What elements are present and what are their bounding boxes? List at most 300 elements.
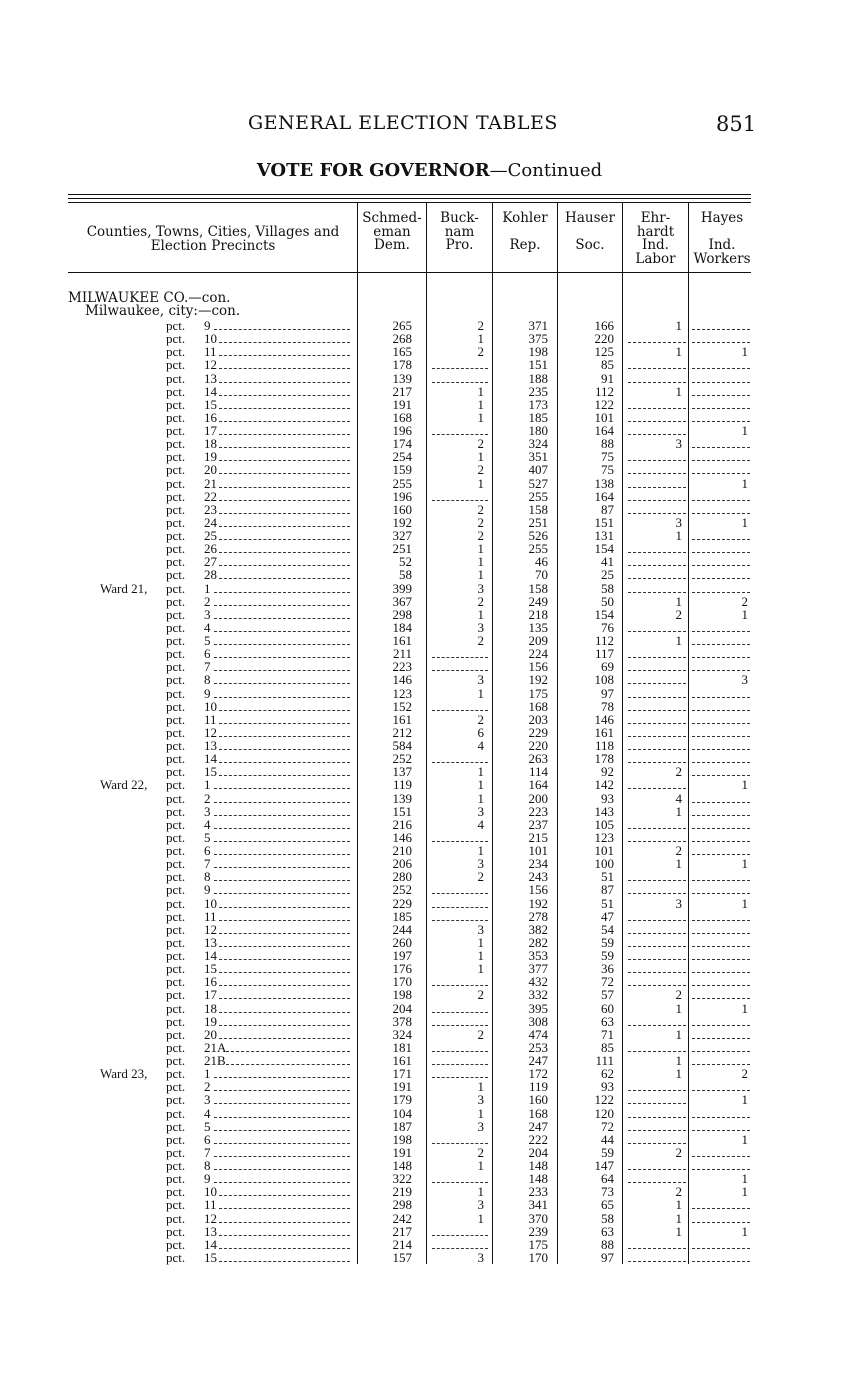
leader-dots (214, 647, 350, 658)
leader-dots (214, 844, 350, 855)
cell-dem: 229 (392, 895, 412, 911)
cell-rep: 200 (528, 790, 548, 806)
cell-soc: 166 (594, 318, 614, 333)
cell-dem: 168 (392, 409, 412, 425)
leader-dots (214, 870, 350, 881)
table-row (0, 516, 859, 529)
precinct-label: pct. (166, 1236, 186, 1252)
empty-cell-dash (628, 870, 686, 881)
leader-dots (214, 319, 350, 330)
cell-dem: 160 (392, 501, 412, 517)
precinct-number: 11 (204, 908, 217, 924)
table-row (0, 897, 859, 910)
cell-pro: 1 (477, 409, 484, 425)
precinct-number: 19 (204, 1013, 217, 1029)
empty-cell-dash (692, 1120, 750, 1131)
cell-lab: 3 (675, 514, 682, 530)
precinct-number: 13 (204, 738, 217, 753)
cell-lab: 3 (675, 436, 682, 452)
cell-pro: 3 (477, 1092, 484, 1108)
cell-rep: 70 (535, 567, 548, 583)
leader-dots (219, 1225, 350, 1236)
cell-lab: 1 (675, 1197, 682, 1213)
cell-soc: 151 (594, 514, 614, 530)
cell-dem: 324 (392, 1026, 412, 1042)
header-bucknam (427, 212, 492, 253)
leader-dots (219, 542, 350, 553)
cell-soc: 64 (601, 1171, 614, 1187)
empty-cell-dash (692, 1015, 750, 1026)
precinct-label: pct. (166, 685, 186, 701)
empty-cell-dash (628, 398, 686, 409)
empty-cell-dash (628, 739, 686, 750)
cell-pro: 2 (477, 462, 484, 478)
cell-soc: 62 (601, 1066, 614, 1082)
cell-rep: 341 (528, 1197, 548, 1213)
cell-dem: 192 (392, 514, 412, 530)
table-row (0, 818, 859, 831)
table-row (0, 1159, 859, 1172)
precinct-label: pct. (166, 554, 186, 570)
empty-cell-dash (432, 700, 488, 711)
precinct-label: pct. (166, 921, 186, 937)
precinct-number: 6 (204, 646, 211, 662)
precinct-label: pct. (166, 423, 186, 438)
precinct-label: pct. (166, 816, 186, 832)
cell-rep: 235 (528, 383, 548, 399)
empty-cell-dash (628, 1159, 686, 1170)
precinct-label: pct. (166, 1223, 186, 1239)
header-hauser (558, 212, 622, 253)
table-row (0, 411, 859, 424)
cell-dem: 198 (392, 987, 412, 1003)
cell-soc: 93 (601, 1079, 614, 1095)
cell-dem: 298 (392, 606, 412, 622)
header-line: Schmed- (362, 210, 422, 226)
precinct-number: 15 (204, 961, 217, 977)
empty-cell-dash (628, 818, 686, 829)
empty-cell-dash (628, 332, 686, 343)
leader-dots (219, 897, 350, 908)
cell-soc: 75 (601, 449, 614, 465)
cell-lab: 1 (675, 344, 682, 360)
cell-pro: 1 (477, 475, 484, 491)
precinct-label: pct. (166, 567, 186, 583)
cell-rep: 223 (528, 803, 548, 819)
cell-pro: 1 (477, 1105, 484, 1121)
cell-soc: 108 (594, 672, 614, 688)
cell-pro: 1 (477, 1184, 484, 1200)
city-label: Milwaukee, city:—con. (85, 303, 241, 319)
leader-dots (219, 463, 350, 474)
header-line: Kohler (502, 210, 548, 226)
precinct-number: 15 (204, 396, 217, 412)
precinct-label: pct. (166, 1000, 186, 1016)
cell-rep: 160 (528, 1092, 548, 1108)
precinct-label: pct. (166, 764, 186, 780)
leader-dots (219, 372, 350, 383)
cell-pro: 2 (477, 869, 484, 885)
cell-rep: 224 (528, 646, 548, 662)
leader-dots (219, 962, 350, 973)
cell-wrk: 1 (741, 514, 748, 530)
empty-cell-dash (628, 687, 686, 698)
cell-pro: 3 (477, 672, 484, 688)
empty-cell-dash (628, 831, 686, 842)
precinct-number: 7 (204, 856, 211, 872)
leader-dots (219, 437, 350, 448)
precinct-number: 14 (204, 1236, 217, 1252)
header-line: nam (444, 223, 475, 240)
cell-soc: 101 (594, 409, 614, 425)
cell-lab: 1 (675, 1066, 682, 1082)
cell-pro: 1 (477, 790, 484, 806)
leader-dots (219, 332, 350, 343)
cell-rep: 220 (528, 738, 548, 753)
precinct-number: 7 (204, 659, 211, 675)
empty-cell-dash (628, 1238, 686, 1249)
precinct-label: pct. (166, 1092, 186, 1108)
empty-cell-dash (692, 988, 750, 999)
cell-rep: 114 (528, 764, 548, 780)
cell-pro: 3 (477, 803, 484, 819)
cell-dem: 211 (392, 646, 412, 662)
leader-dots (214, 1159, 350, 1170)
cell-soc: 112 (594, 383, 614, 399)
cell-pro: 1 (477, 934, 484, 950)
empty-cell-dash (692, 1238, 750, 1249)
cell-dem: 210 (392, 843, 412, 858)
cell-wrk: 1 (741, 1171, 748, 1187)
precinct-label: pct. (166, 1066, 186, 1082)
table-row (0, 372, 859, 385)
empty-cell-dash (692, 385, 750, 396)
cell-dem: 181 (392, 1039, 412, 1055)
empty-cell-dash (432, 1054, 488, 1065)
precinct-number: 5 (204, 829, 211, 845)
table-title-main: VOTE FOR GOVERNOR (256, 160, 490, 181)
precinct-label: pct. (166, 790, 186, 806)
precinct-number: 1 (204, 1066, 211, 1082)
header-place-line: Counties, Towns, Cities, Villages and (86, 224, 340, 240)
cell-soc: 60 (601, 1000, 614, 1016)
precinct-label: pct. (166, 633, 186, 648)
table-title (0, 160, 859, 181)
header-line: Ehr- (640, 210, 671, 226)
table-row (0, 634, 859, 647)
leader-dots (214, 1093, 350, 1104)
leader-dots (219, 949, 350, 960)
cell-lab: 3 (675, 895, 682, 911)
header-line: eman (373, 223, 411, 240)
leader-dots (219, 345, 350, 356)
table-row (0, 463, 859, 476)
leader-dots (219, 752, 350, 763)
precinct-number: 8 (204, 1158, 211, 1173)
cell-dem: 146 (392, 672, 412, 688)
precinct-label: pct. (166, 344, 186, 360)
empty-cell-dash (628, 424, 686, 435)
precinct-number: 7 (204, 1144, 211, 1160)
table-row (0, 477, 859, 490)
cell-rep: 351 (528, 449, 548, 465)
top-rule (68, 194, 751, 195)
empty-cell-dash (692, 621, 750, 632)
cell-rep: 255 (528, 541, 548, 557)
precinct-label: pct. (166, 882, 186, 898)
empty-cell-dash (628, 555, 686, 566)
header-hayes (689, 212, 755, 266)
empty-cell-dash (628, 503, 686, 514)
cell-pro: 3 (477, 1249, 484, 1265)
table-row (0, 700, 859, 713)
precinct-label: pct. (166, 908, 186, 924)
leader-dots (214, 687, 350, 698)
precinct-number: 12 (204, 921, 217, 937)
cell-soc: 44 (601, 1131, 614, 1147)
cell-rep: 375 (528, 331, 548, 347)
leader-dots (219, 1015, 350, 1026)
cell-rep: 237 (528, 816, 548, 832)
cell-pro: 3 (477, 1118, 484, 1134)
cell-rep: 371 (528, 318, 548, 333)
empty-cell-dash (692, 765, 750, 776)
table-row (0, 687, 859, 700)
cell-wrk: 1 (741, 1223, 748, 1239)
empty-cell-dash (692, 975, 750, 986)
cell-dem: 214 (392, 1236, 412, 1252)
precinct-number: 20 (204, 1026, 217, 1042)
precinct-number: 10 (204, 895, 217, 911)
cell-soc: 161 (594, 724, 614, 740)
cell-rep: 282 (528, 934, 548, 950)
cell-dem: 52 (399, 554, 412, 570)
table-row (0, 542, 859, 555)
leader-dots (214, 582, 350, 593)
cell-soc: 63 (601, 1223, 614, 1239)
empty-cell-dash (432, 647, 488, 658)
empty-cell-dash (628, 1080, 686, 1091)
table-row (0, 1093, 859, 1106)
precinct-number: 27 (204, 554, 217, 570)
precinct-number: 4 (204, 619, 211, 635)
cell-lab: 1 (675, 318, 682, 333)
precinct-label: pct. (166, 1079, 186, 1095)
empty-cell-dash (692, 818, 750, 829)
cell-dem: 165 (392, 344, 412, 360)
precinct-number: 24 (204, 514, 217, 530)
precinct-number: 1 (204, 777, 211, 793)
cell-dem: 161 (392, 1053, 412, 1068)
leader-dots (219, 988, 350, 999)
cell-rep: 324 (528, 436, 548, 452)
header-line: Dem. (374, 237, 410, 253)
cell-dem: 174 (392, 436, 412, 452)
cell-rep: 156 (528, 659, 548, 675)
cell-dem: 58 (399, 567, 412, 583)
leader-dots (214, 1120, 350, 1131)
precinct-label: pct. (166, 1131, 186, 1147)
table-row (0, 319, 859, 332)
cell-soc: 75 (601, 462, 614, 478)
cell-lab: 2 (675, 606, 682, 622)
cell-soc: 111 (595, 1053, 614, 1068)
cell-pro: 1 (477, 331, 484, 347)
cell-rep: 382 (528, 921, 548, 937)
precinct-label: pct. (166, 318, 186, 333)
precinct-number: 6 (204, 1131, 211, 1147)
precinct-number: 10 (204, 331, 217, 347)
precinct-number: 11 (204, 344, 217, 360)
precinct-number: 8 (204, 869, 211, 885)
cell-rep: 407 (528, 462, 548, 478)
header-line: Hayes (700, 210, 744, 226)
precinct-label: pct. (166, 370, 186, 386)
cell-dem: 268 (392, 331, 412, 347)
cell-wrk: 1 (741, 606, 748, 622)
precinct-number: 4 (204, 1105, 211, 1121)
precinct-label: pct. (166, 698, 186, 714)
cell-dem: 159 (392, 462, 412, 478)
cell-rep: 239 (528, 1223, 548, 1239)
cell-rep: 156 (528, 882, 548, 898)
table-row (0, 608, 859, 621)
precinct-label: pct. (166, 606, 186, 622)
precinct-label: pct. (166, 593, 186, 609)
cell-rep: 148 (528, 1158, 548, 1173)
cell-soc: 92 (601, 764, 614, 780)
header-line: Labor (635, 250, 676, 267)
cell-wrk: 1 (741, 1131, 748, 1147)
cell-lab: 2 (675, 843, 682, 858)
table-row (0, 555, 859, 568)
precinct-number: 23 (204, 501, 217, 517)
precinct-number: 10 (204, 1184, 217, 1200)
leader-dots (219, 450, 350, 461)
empty-cell-dash (628, 949, 686, 960)
empty-cell-dash (692, 1041, 750, 1052)
header-line: Ind. (708, 237, 736, 253)
cell-soc: 88 (601, 436, 614, 452)
table-row (0, 582, 859, 595)
empty-cell-dash (692, 490, 750, 501)
header-line: hardt (636, 223, 675, 240)
empty-cell-dash (628, 568, 686, 579)
cell-dem: 123 (392, 685, 412, 701)
cell-dem: 584 (392, 738, 412, 753)
precinct-label: pct. (166, 541, 186, 557)
empty-cell-dash (692, 1054, 750, 1065)
empty-cell-dash (628, 726, 686, 737)
cell-rep: 222 (528, 1131, 548, 1147)
precinct-number: 18 (204, 1000, 217, 1016)
cell-lab: 1 (675, 1053, 682, 1068)
cell-soc: 125 (594, 344, 614, 360)
table-row (0, 713, 859, 726)
empty-cell-dash (692, 713, 750, 724)
cell-soc: 164 (594, 423, 614, 438)
empty-cell-dash (628, 910, 686, 921)
cell-pro: 1 (477, 567, 484, 583)
cell-pro: 2 (477, 711, 484, 727)
cell-soc: 123 (594, 829, 614, 845)
cell-wrk: 2 (741, 1066, 748, 1082)
page-number: 851 (716, 112, 757, 136)
empty-cell-dash (432, 1041, 488, 1052)
header-kohler (493, 212, 557, 253)
empty-cell-dash (628, 883, 686, 894)
cell-soc: 91 (601, 370, 614, 386)
table-row (0, 1107, 859, 1120)
table-row (0, 857, 859, 870)
empty-cell-dash (628, 1172, 686, 1183)
precinct-label: pct. (166, 961, 186, 977)
leader-dots (214, 1080, 350, 1091)
empty-cell-dash (432, 660, 488, 671)
empty-cell-dash (692, 726, 750, 737)
cell-dem: 176 (392, 961, 412, 977)
precinct-label: pct. (166, 869, 186, 885)
precinct-label: pct. (166, 1144, 186, 1160)
empty-cell-dash (692, 1146, 750, 1157)
cell-soc: 118 (594, 738, 614, 753)
precinct-label: pct. (166, 396, 186, 412)
cell-dem: 148 (392, 1158, 412, 1173)
table-row (0, 660, 859, 673)
cell-pro: 2 (477, 1144, 484, 1160)
cell-dem: 322 (392, 1171, 412, 1187)
empty-cell-dash (432, 1133, 488, 1144)
empty-cell-dash (628, 660, 686, 671)
cell-dem: 298 (392, 1197, 412, 1213)
empty-cell-dash (692, 437, 750, 448)
cell-rep: 215 (528, 829, 548, 845)
empty-cell-dash (628, 1120, 686, 1131)
header-place (68, 226, 358, 253)
cell-dem: 137 (392, 764, 412, 780)
precinct-label: pct. (166, 934, 186, 950)
precinct-number: 21B (204, 1053, 226, 1068)
table-row (0, 792, 859, 805)
empty-cell-dash (692, 450, 750, 461)
precinct-number: 15 (204, 764, 217, 780)
cell-dem: 146 (392, 829, 412, 845)
empty-cell-dash (628, 372, 686, 383)
cell-soc: 71 (601, 1026, 614, 1042)
cell-dem: 217 (392, 383, 412, 399)
leader-dots (219, 490, 350, 501)
cell-dem: 161 (392, 711, 412, 727)
cell-pro: 2 (477, 514, 484, 530)
precinct-label: pct. (166, 1197, 186, 1213)
empty-cell-dash (692, 936, 750, 947)
empty-cell-dash (692, 1251, 750, 1262)
leader-dots (214, 1107, 350, 1118)
cell-dem: 327 (392, 528, 412, 543)
cell-rep: 172 (528, 1066, 548, 1082)
table-row (0, 503, 859, 516)
empty-cell-dash (628, 582, 686, 593)
precinct-label: pct. (166, 462, 186, 478)
empty-cell-dash (692, 739, 750, 750)
cell-soc: 117 (594, 646, 614, 662)
leader-dots (219, 726, 350, 737)
precinct-number: 14 (204, 948, 217, 963)
cell-soc: 142 (594, 777, 614, 793)
cell-dem: 255 (392, 475, 412, 491)
table-row (0, 345, 859, 358)
cell-soc: 58 (601, 580, 614, 596)
